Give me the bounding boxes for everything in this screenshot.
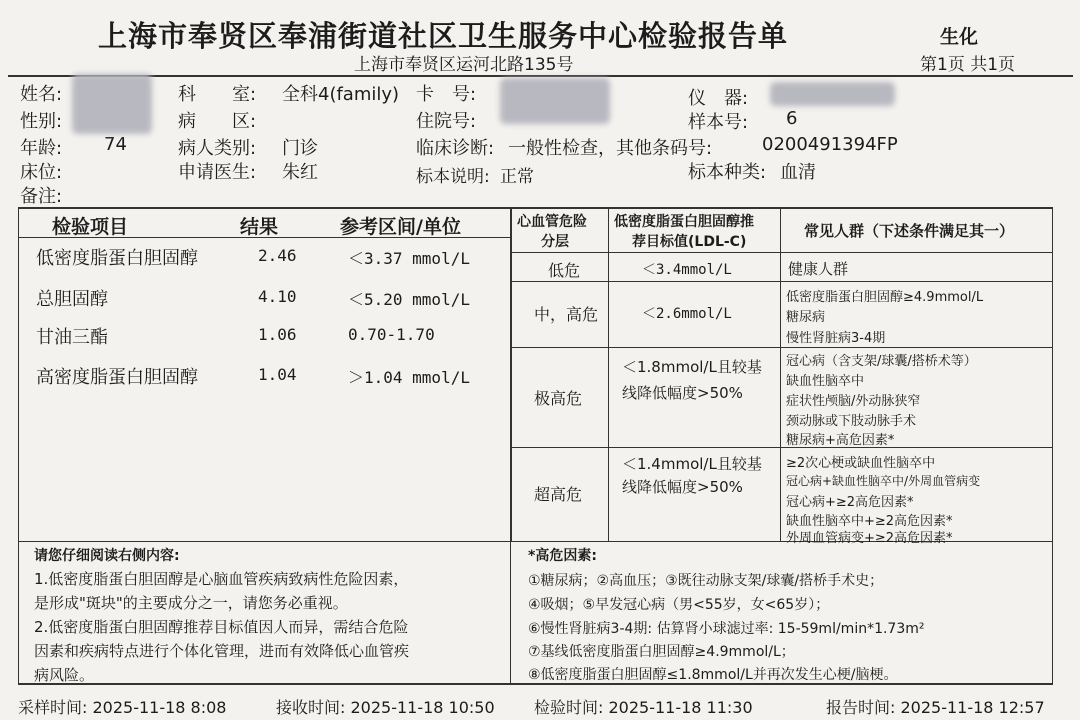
risk-population: 健康人群	[788, 260, 849, 278]
risk-population: 低密度脂蛋白胆固醇≥4.9mmol/L	[786, 290, 984, 305]
notes-right-line: ⑥慢性肾脏病3-4期: 估算肾小球滤过率: 15-59ml/min*1.73m²	[528, 621, 925, 637]
hospital-address: 上海市奉贤区运河北路135号	[354, 55, 574, 75]
age-value: 74	[104, 134, 127, 155]
instr-redaction	[770, 82, 895, 106]
risk-level: 中，高危	[534, 305, 599, 324]
risk-row-h1	[510, 252, 1053, 253]
result-item: 高密度脂蛋白胆固醇	[36, 367, 198, 388]
result-ref: ＜5.20 mmol/L	[348, 290, 470, 309]
result-ref: ＜3.37 mmol/L	[348, 249, 470, 268]
section-divider-v	[510, 207, 512, 542]
doctor-value: 朱红	[282, 162, 318, 183]
sample-value: 6	[786, 108, 798, 129]
card-redaction	[500, 78, 610, 124]
result-ref: 0.70-1.70	[348, 325, 435, 344]
notes-left-line: 因素和疾病特点进行个体化管理，进而有效降低心血管疾	[34, 642, 410, 660]
risk-header-population: 常见人群（下述条件满足其一）	[804, 222, 1015, 240]
header-rule	[8, 75, 1073, 77]
name-label: 姓名:	[20, 84, 63, 105]
sex-label: 性别:	[20, 111, 63, 132]
result-header-ref: 参考区间/单位	[340, 216, 461, 238]
diag-value: 一般性检查，其他条码号:	[508, 138, 713, 159]
notes-right-line: ⑧低密度脂蛋白胆固醇≤1.8mmol/L并再次发生心梗/脑梗。	[528, 667, 898, 683]
doctor-label: 申请医生:	[178, 162, 257, 183]
risk-level: 低危	[548, 261, 581, 280]
risk-level: 超高危	[534, 485, 583, 504]
notes-left-title: 请您仔细阅读右侧内容:	[34, 548, 180, 564]
sample-time: 采样时间: 2025-11-18 8:08	[18, 698, 227, 717]
risk-population: 症状性颅脑/外动脉狭窄	[786, 394, 921, 409]
result-value: 2.46	[258, 246, 297, 265]
report-category: 生化	[940, 26, 979, 48]
test-time: 检验时间: 2025-11-18 11:30	[534, 698, 753, 717]
page-indicator: 第1页 共1页	[920, 55, 1016, 75]
spec-type-label: 标本种类:	[688, 162, 767, 183]
spec-note-label: 标本说明:	[416, 167, 490, 187]
risk-population: 冠心病+缺血性脑卒中/外周血管病变	[786, 474, 981, 488]
instr-label: 仪 器:	[688, 88, 749, 109]
risk-population: 缺血性脑卒中	[786, 374, 865, 389]
risk-header-target-2: 荐目标值(LDL-C)	[632, 234, 747, 250]
risk-target: ＜2.6mmol/L	[642, 306, 732, 322]
risk-population: ≥2次心梗或缺血性脑卒中	[786, 456, 936, 471]
type-label: 病人类别:	[178, 138, 257, 159]
dept-label: 科 室:	[178, 84, 257, 105]
result-header-value: 结果	[240, 216, 279, 238]
notes-right-title: *高危因素:	[528, 548, 597, 564]
risk-header-level-1: 心血管危险	[517, 214, 587, 230]
notes-left-line: 1.低密度脂蛋白胆固醇是心脑血管疾病致病性危险因素，	[34, 570, 409, 588]
bed-label: 床位:	[20, 162, 63, 183]
result-item: 低密度脂蛋白胆固醇	[36, 248, 198, 269]
risk-target: 线降低幅度>50%	[622, 478, 743, 496]
risk-population: 糖尿病	[786, 310, 826, 325]
ward-label: 病 区:	[178, 111, 257, 132]
result-item: 甘油三酯	[36, 327, 108, 348]
notes-left-line: 是形成"斑块"的主要成分之一，请您务必重视。	[34, 594, 348, 612]
result-value: 1.06	[258, 325, 297, 344]
risk-population: 外周血管病变+≥2高危因素*	[786, 531, 953, 546]
spec-note-value: 正常	[500, 167, 534, 187]
note-label: 备注:	[20, 186, 63, 207]
notes-right-line: ①糖尿病；②高血压；③既往动脉支架/球囊/搭桥手术史；	[528, 573, 884, 589]
name-redaction	[72, 74, 152, 134]
notes-divider-v	[510, 541, 511, 683]
risk-col1-v	[608, 207, 609, 541]
age-label: 年龄:	[20, 138, 63, 159]
risk-level: 极高危	[534, 389, 583, 408]
main-box-top	[18, 207, 1053, 209]
dept-value: 全科4(family)	[282, 84, 400, 105]
risk-row-h3	[510, 347, 1053, 348]
result-value: 4.10	[258, 287, 297, 306]
risk-row-h2	[510, 281, 1053, 282]
risk-population: 冠心病+≥2高危因素*	[786, 495, 914, 510]
notes-right-line: ④吸烟；⑤早发冠心病（男<55岁，女<65岁）；	[528, 597, 830, 613]
barcode-value: 0200491394FP	[762, 134, 898, 155]
receive-time: 接收时间: 2025-11-18 10:50	[276, 698, 495, 717]
result-ref: ＞1.04 mmol/L	[348, 368, 470, 387]
risk-target: ＜1.4mmol/L且较基	[622, 455, 762, 473]
risk-col2-v	[780, 207, 781, 541]
risk-population: 颈动脉或下肢动脉手术	[786, 414, 917, 429]
risk-population: 慢性肾脏病3-4期	[786, 331, 886, 346]
main-box-right	[1052, 207, 1053, 684]
risk-population: 冠心病（含支架/球囊/搭桥术等）	[786, 354, 977, 369]
report-time: 报告时间: 2025-11-18 12:57	[826, 698, 1045, 717]
risk-row-h4	[510, 447, 1053, 448]
result-item: 总胆固醇	[36, 289, 108, 310]
spec-type-value: 血清	[780, 162, 816, 183]
diag-label: 临床诊断:	[416, 138, 495, 159]
risk-header-target-1: 低密度脂蛋白胆固醇推	[614, 214, 754, 230]
risk-population: 糖尿病+高危因素*	[786, 433, 895, 448]
risk-target: 线降低幅度>50%	[622, 384, 743, 402]
main-box-left	[18, 207, 19, 684]
notes-left-line: 病风险。	[34, 666, 95, 684]
result-header-item: 检验项目	[52, 216, 129, 238]
notes-right-line: ⑦基线低密度脂蛋白胆固醇≥4.9mmol/L；	[528, 644, 795, 660]
risk-population: 缺血性脑卒中+≥2高危因素*	[786, 514, 953, 529]
inpatient-label: 住院号:	[416, 111, 477, 132]
type-value: 门诊	[282, 138, 318, 159]
card-label: 卡 号:	[416, 84, 477, 105]
sample-label: 样本号:	[688, 112, 749, 133]
risk-target: ＜3.4mmol/L	[642, 262, 732, 278]
result-value: 1.04	[258, 365, 297, 384]
risk-header-level-2: 分层	[541, 234, 569, 250]
risk-target: ＜1.8mmol/L且较基	[622, 358, 762, 376]
report-title: 上海市奉贤区奉浦街道社区卫生服务中心检验报告单	[98, 19, 789, 53]
notes-left-line: 2.低密度脂蛋白胆固醇推荐目标值因人而异，需结合危险	[34, 618, 409, 636]
